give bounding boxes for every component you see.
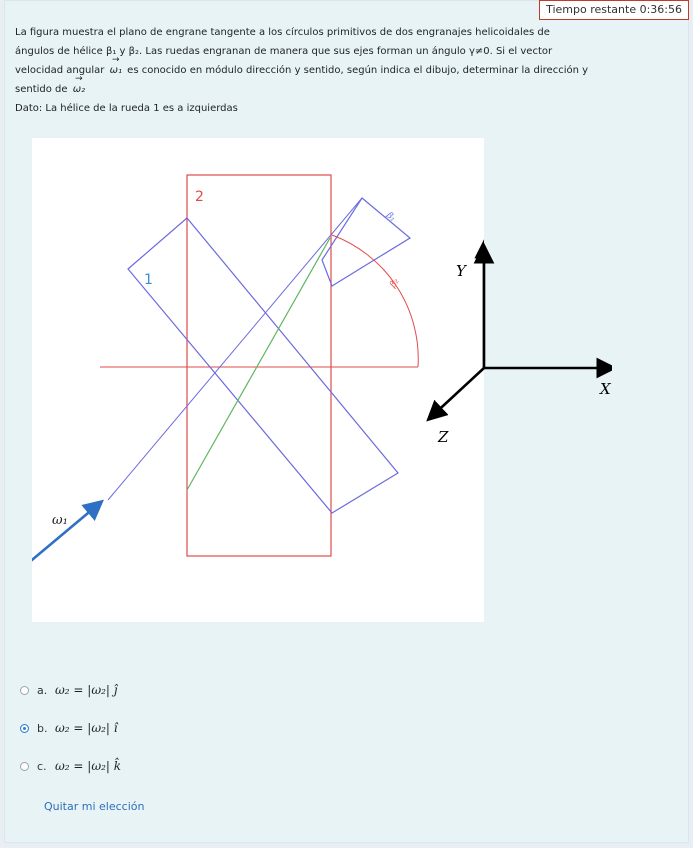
answer-option-c[interactable] — [20, 754, 121, 778]
z-axis-label: Z — [438, 428, 449, 446]
y-axis-label: Y — [456, 262, 466, 280]
question-line: ángulos de hélice β₁ y β₂. Las ruedas engranan de manera que sus ejes forman un ángulo γ≠0. Si el vector — [15, 46, 553, 57]
omega2-vector: → ω₂ — [71, 80, 87, 99]
wheel2-label: 2 — [195, 189, 204, 205]
radio-button-selected[interactable] — [20, 724, 29, 733]
gear-figure — [32, 138, 611, 622]
clear-choice-link[interactable]: Quitar mi elección — [44, 800, 145, 813]
question-line: La figura muestra el plano de engrane tangente a los círculos primitivos de dos engranajes helicoidales de — [15, 27, 550, 38]
beta2-label: β₂ — [388, 276, 402, 290]
wheel1-rect — [128, 218, 398, 513]
option-formula: ω₂ = |ω₂| ĵ — [55, 683, 118, 697]
question-fragment: sentido de — [15, 84, 71, 95]
option-formula: ω₂ = |ω₂| î — [55, 721, 118, 735]
question-text — [15, 23, 675, 118]
beta1-label: β₁ — [384, 210, 398, 224]
question-data-line: Dato: La hélice de la rueda 1 es a izquierdas — [15, 103, 238, 114]
question-line — [15, 61, 675, 80]
axes-diagram — [412, 238, 612, 468]
answer-options — [20, 678, 121, 792]
omega1-axis-line — [108, 198, 362, 500]
wheel1-label: 1 — [144, 272, 153, 288]
wheel1-axis-band — [322, 198, 410, 286]
omega1-vector: → ω₁ — [108, 61, 124, 80]
omega1-label: ω₁ — [52, 513, 68, 528]
radio-button[interactable] — [20, 686, 29, 695]
option-formula: ω₂ = |ω₂| k̂ — [55, 759, 122, 773]
x-axis-label: X — [600, 380, 611, 398]
time-remaining: Tiempo restante 0:36:56 — [539, 0, 689, 20]
option-letter: b. — [37, 721, 48, 735]
answer-option-b[interactable] — [20, 716, 121, 740]
question-fragment: velocidad angular — [15, 65, 108, 76]
z-axis-arrow — [430, 368, 484, 418]
beta2-arc — [332, 235, 418, 367]
radio-button[interactable] — [20, 762, 29, 771]
question-fragment: es conocido en módulo dirección y sentido, según indica el dibujo, determinar la dirección y — [123, 65, 589, 76]
answer-option-a[interactable] — [20, 678, 121, 702]
question-line — [15, 80, 675, 99]
option-letter: a. — [37, 683, 48, 697]
option-letter: c. — [37, 759, 47, 773]
